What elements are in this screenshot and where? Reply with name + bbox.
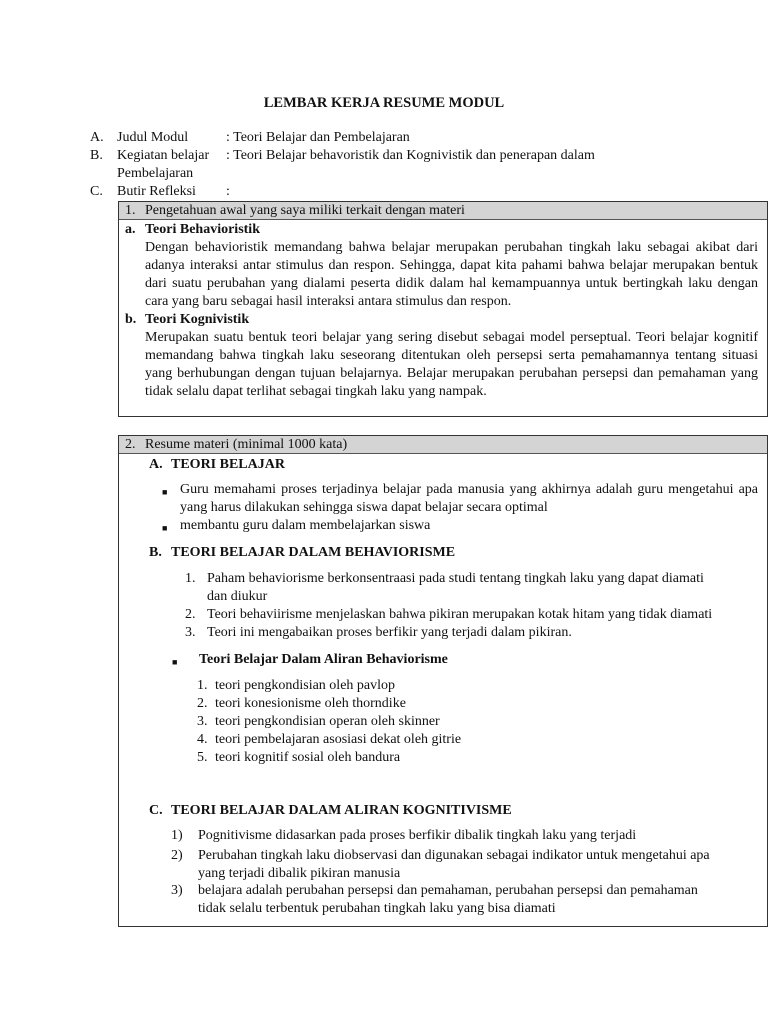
section-heading: Pengetahuan awal yang saya miliki terkait dengan materi bbox=[145, 203, 465, 218]
item-marker-a: a. bbox=[125, 222, 136, 237]
meta-label-refleksi: Butir Refleksi bbox=[117, 184, 196, 199]
list-item: Paham behaviorisme berkonsentraasi pada studi tentang tingkah laku yang dapat diamati bbox=[207, 571, 704, 586]
list-number: 3. bbox=[197, 714, 208, 729]
list-number: 1) bbox=[171, 828, 183, 843]
behaviorisme-heading: TEORI BELAJAR DALAM BEHAVIORISME bbox=[171, 545, 456, 560]
section-number: 1. bbox=[125, 203, 136, 218]
meta-value-kegiatan: : Teori Belajar behavoristik dan Kognivistik dan penerapan dalam bbox=[226, 148, 595, 163]
list-number: 3. bbox=[185, 625, 196, 640]
item-marker-b: b. bbox=[125, 312, 137, 327]
section-header bbox=[119, 436, 767, 454]
list-item: Pognitivisme didasarkan pada proses berfikir dibalik tingkah laku yang terjadi bbox=[198, 828, 637, 843]
meta-label-kegiatan: Kegiatan belajar bbox=[117, 148, 210, 163]
meta-value-judul: : Teori Belajar dan Pembelajaran bbox=[226, 130, 410, 145]
behavioristik-title: Teori Behavioristik bbox=[145, 222, 260, 237]
list-number: 1. bbox=[197, 678, 208, 693]
meta-value-kegiatan-cont: Pembelajaran bbox=[117, 166, 194, 181]
page-title: LEMBAR KERJA RESUME MODUL bbox=[263, 95, 505, 111]
meta-label-judul: Judul Modul bbox=[117, 130, 189, 145]
list-item-cont: yang terjadi dibalik pikiran manusia bbox=[198, 866, 401, 881]
bullet-item: membantu guru dalam membelajarkan siswa bbox=[180, 518, 431, 533]
list-item: Teori ini mengabaikan proses berfikir yang terjadi dalam pikiran. bbox=[207, 625, 572, 640]
meta-value-refleksi: : bbox=[226, 184, 230, 199]
list-item: Perubahan tingkah laku diobservasi dan digunakan sebagai indikator untuk mengetahui apa bbox=[198, 848, 710, 863]
list-number: 2. bbox=[185, 607, 196, 622]
heading-marker-c: C. bbox=[149, 803, 163, 818]
list-item: teori pembelajaran asosiasi dekat oleh gitrie bbox=[215, 732, 462, 747]
section-prior-knowledge bbox=[118, 201, 768, 417]
list-number: 3) bbox=[171, 883, 183, 898]
list-item: Teori behaviirisme menjelaskan bahwa pikiran merupakan kotak hitam yang tidak diamati bbox=[207, 607, 713, 622]
list-number: 2) bbox=[171, 848, 183, 863]
square-bullet-icon: ■ bbox=[162, 523, 168, 533]
list-number: 5. bbox=[197, 750, 208, 765]
list-item: teori konesionisme oleh thorndike bbox=[215, 696, 406, 711]
list-item: belajara adalah perubahan persepsi dan pemahaman, perubahan persepsi dan pemahaman bbox=[198, 883, 698, 898]
kognitivisme-heading: TEORI BELAJAR DALAM ALIRAN KOGNITIVISME bbox=[171, 803, 512, 818]
heading-marker-a: A. bbox=[149, 457, 163, 472]
list-item-cont: dan diukur bbox=[207, 589, 268, 604]
section-number: 2. bbox=[125, 437, 136, 452]
bullet-item: Guru memahami proses terjadinya belajar pada manusia yang akhirnya adalah guru mengetahui apa yang harus dilakukan sehingga siswa dapat belajar secara optimal bbox=[180, 482, 758, 515]
heading-marker-b: B. bbox=[149, 545, 162, 560]
square-bullet-icon: ■ bbox=[162, 487, 168, 497]
meta-marker-a: A. bbox=[90, 130, 104, 145]
list-item: teori pengkondisian oleh pavlop bbox=[215, 678, 396, 693]
section-header bbox=[119, 202, 767, 220]
list-item: teori kognitif sosial oleh bandura bbox=[215, 750, 401, 765]
list-item-cont: tidak selalu terbentuk perubahan tingkah laku yang bisa diamati bbox=[198, 901, 556, 916]
list-number: 4. bbox=[197, 732, 208, 747]
behavioristik-paragraph: Dengan behavioristik memandang bahwa belajar merupakan perubahan tingkah laku sebagai akibat dari adanya interaksi antar stimulus dan respon. Sehingga, dapat kita pahami bahwa belajar merupakan bentuk dari suatu perubahan yang dialami peserta didik dalam hal kemampuannya untuk bertingkah laku dengan cara yang baru sebagai hasil interaksi antara stimulus dan respon. bbox=[145, 240, 758, 309]
kognivistik-paragraph: Merupakan suatu bentuk teori belajar yang sering disebut sebagai model perseptual. Teori belajar kognitif memandang bahwa tingkah laku seseorang ditentukan oleh persepsi serta pemahamannya tentang situasi yang berhubungan dengan tujuan belajarnya. Belajar merupakan perubahan persepsi dan pemahaman yang tidak selalu dapat terlihat sebagai tingkah laku yang nampak. bbox=[145, 330, 758, 399]
aliran-behaviorisme-subheading: Teori Belajar Dalam Aliran Behaviorisme bbox=[199, 652, 448, 667]
kognivistik-title: Teori Kognivistik bbox=[145, 312, 250, 327]
square-bullet-icon: ■ bbox=[172, 657, 178, 667]
section-resume bbox=[118, 435, 768, 927]
list-item: teori pengkondisian operan oleh skinner bbox=[215, 714, 440, 729]
list-number: 1. bbox=[185, 571, 196, 586]
list-number: 2. bbox=[197, 696, 208, 711]
meta-marker-c: C. bbox=[90, 184, 103, 199]
teori-belajar-heading: TEORI BELAJAR bbox=[171, 457, 285, 472]
section-heading: Resume materi (minimal 1000 kata) bbox=[145, 437, 348, 452]
meta-marker-b: B. bbox=[90, 148, 103, 163]
